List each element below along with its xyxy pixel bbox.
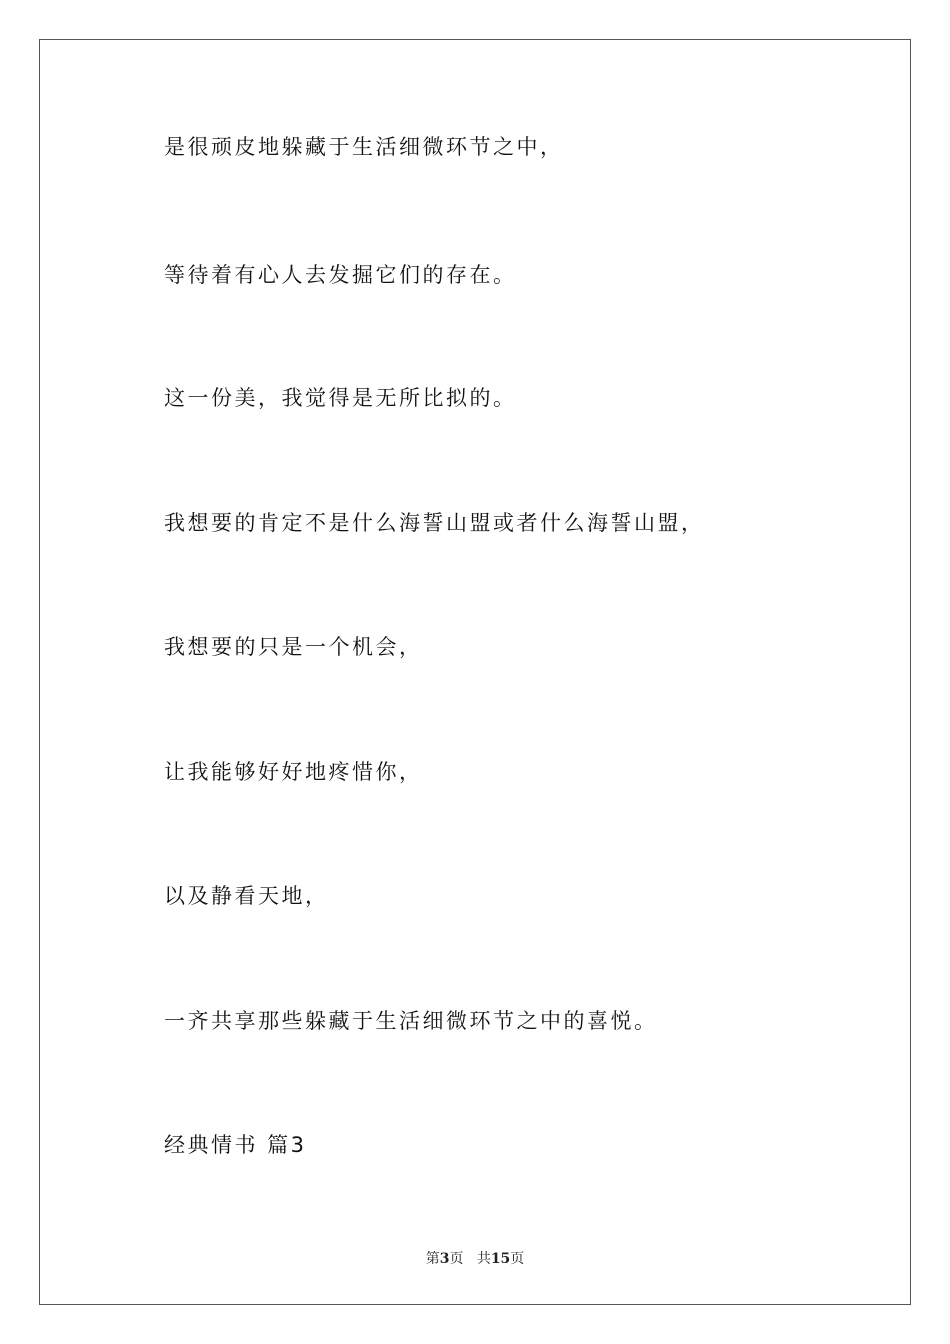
body-line-3: 这一份美，我觉得是无所比拟的。 — [164, 386, 517, 410]
footer-page-number: 3 — [439, 1251, 450, 1267]
page-frame — [39, 39, 911, 1305]
body-line-7: 以及静看天地， — [164, 884, 329, 908]
section-heading: 经典情书 篇3 — [164, 1133, 307, 1157]
body-line-5: 我想要的只是一个机会， — [164, 635, 423, 659]
footer-page-suffix: 页 — [449, 1251, 464, 1267]
footer-total-suffix: 页 — [510, 1251, 525, 1267]
body-line-4: 我想要的肯定不是什么海誓山盟或者什么海誓山盟， — [164, 511, 705, 535]
footer-total-pages: 15 — [490, 1251, 511, 1267]
page-footer — [0, 1248, 950, 1268]
footer-total-prefix: 共 — [476, 1251, 491, 1267]
footer-page-prefix: 第 — [425, 1251, 440, 1267]
body-line-1: 是很顽皮地躲藏于生活细微环节之中， — [164, 135, 564, 159]
body-line-8: 一齐共享那些躲藏于生活细微环节之中的喜悦。 — [164, 1009, 658, 1033]
body-line-2: 等待着有心人去发掘它们的存在。 — [164, 263, 517, 287]
body-line-6: 让我能够好好地疼惜你， — [164, 760, 423, 784]
